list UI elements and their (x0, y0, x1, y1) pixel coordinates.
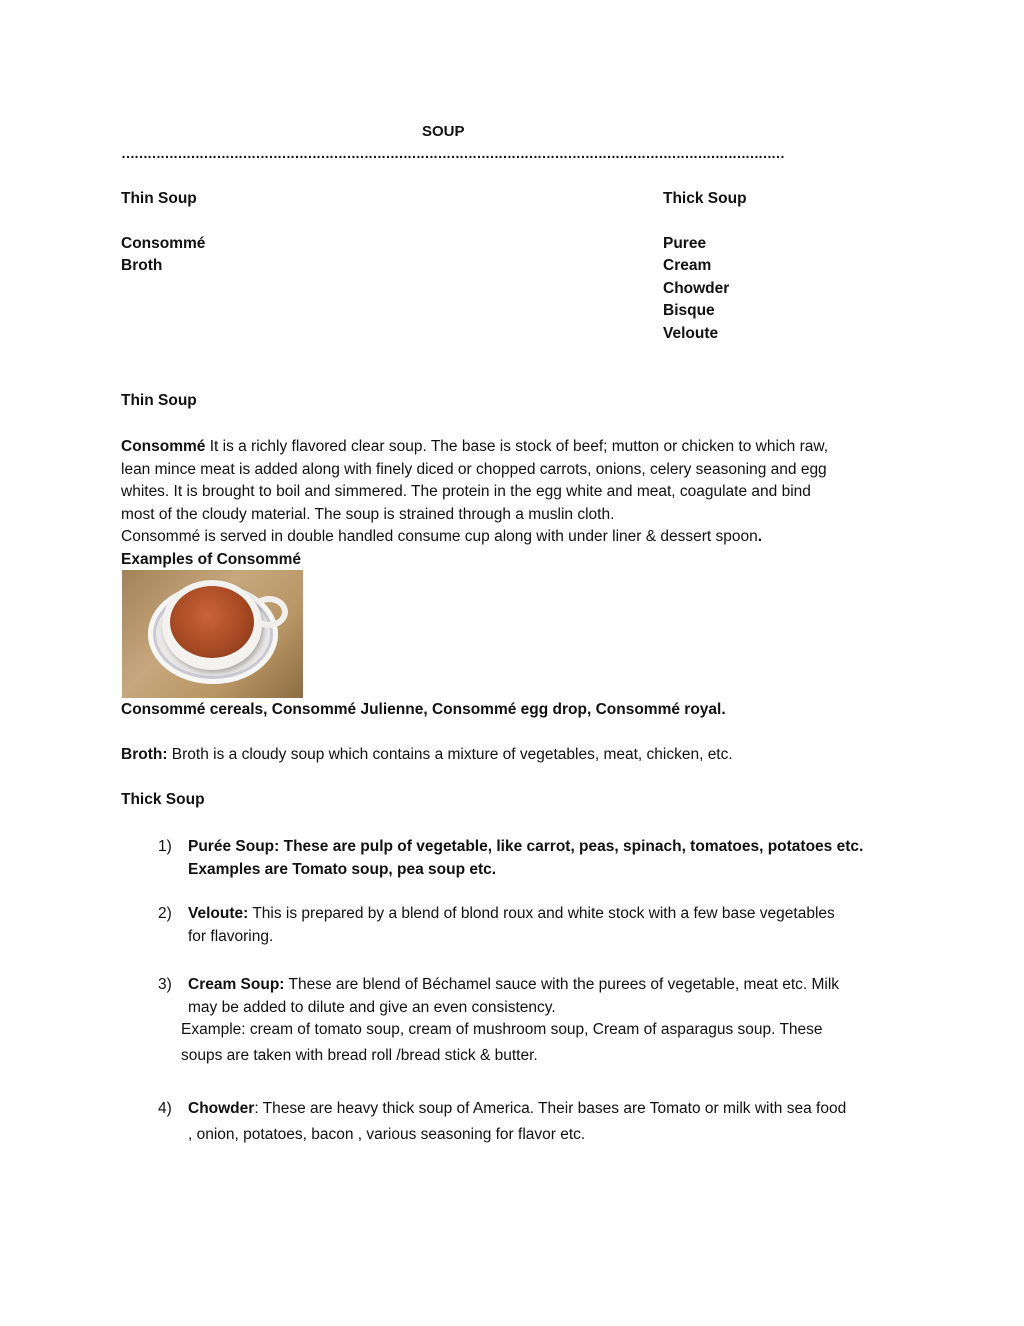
list-number: 3) (158, 976, 172, 993)
list-line: Purée Soup: These are pulp of vegetable, like carrot, peas, spinach, tomatoes, potatoes etc. (188, 838, 864, 855)
list-item-chowder (158, 1096, 918, 1148)
thick-item: Cream (663, 257, 712, 274)
list-item-puree (158, 836, 918, 881)
list-line: : These are heavy thick soup of America. Their bases are Tomato or milk with sea food (254, 1100, 847, 1117)
consomme-line: It is a richly flavored clear soup. The base is stock of beef; mutton or chicken to which raw, (205, 438, 828, 455)
list-number: 2) (158, 905, 172, 922)
consomme-term: Consommé (121, 438, 206, 455)
thick-item: Bisque (663, 302, 715, 319)
consomme-cup-photo (122, 570, 303, 698)
page-title: SOUP (422, 123, 465, 140)
consomme-paragraph (121, 436, 911, 571)
cream-example-line: Example: cream of tomato soup, cream of mushroom soup, Cream of asparagus soup. These (181, 1021, 823, 1038)
cream-example (181, 1017, 921, 1069)
consomme-line: most of the cloudy material. The soup is strained through a muslin cloth. (121, 505, 615, 523)
consomme-examples-list: Consommé cereals, Consommé Julienne, Consommé egg drop, Consommé royal. (121, 701, 726, 718)
overview-thin-heading: Thin Soup (121, 190, 197, 207)
thick-item: Veloute (663, 325, 719, 342)
list-line: These are blend of Béchamel sauce with the purees of vegetable, meat etc. Milk (284, 976, 840, 993)
list-line: This is prepared by a blend of blond roux and white stock with a few base vegetables (248, 905, 835, 922)
list-line: Examples are Tomato soup, pea soup etc. (188, 860, 497, 878)
broth-paragraph (121, 746, 733, 764)
thick-item: Chowder (663, 280, 730, 297)
divider-line: ……………………………………………………………………………………………………………………………………… (121, 145, 784, 161)
list-number: 4) (158, 1100, 172, 1117)
list-term: Chowder (188, 1100, 255, 1117)
thick-item: Puree (663, 235, 707, 252)
served-text: Consommé is served in double handled consume cup along with under liner & dessert spoon (121, 528, 758, 545)
thin-section-heading: Thin Soup (121, 392, 197, 409)
list-line: , onion, potatoes, bacon , various seasoning for flavor etc. (188, 1126, 586, 1143)
list-item-veloute (158, 903, 918, 948)
cup-handle-shape (250, 596, 288, 628)
served-end: . (757, 528, 763, 545)
thin-item: Broth (121, 257, 163, 274)
broth-text: Broth is a cloudy soup which contains a mixture of vegetables, meat, chicken, etc. (167, 746, 733, 763)
thin-item: Consommé (121, 235, 206, 252)
consomme-line: lean mince meat is added along with finely diced or chopped carrots, onions, celery seasoning and egg (121, 460, 827, 478)
overview-thick-heading: Thick Soup (663, 190, 747, 207)
broth-term: Broth: (121, 746, 168, 763)
examples-heading: Examples of Consommé (121, 550, 302, 568)
consomme-line: whites. It is brought to boil and simmered. The protein in the egg white and meat, coagulate and bind (121, 483, 811, 500)
list-number: 1) (158, 838, 172, 855)
list-line: for flavoring. (188, 927, 274, 945)
list-line: may be added to dilute and give an even consistency. (188, 998, 556, 1016)
list-item-cream (158, 974, 918, 1019)
list-term: Cream Soup: (188, 976, 285, 993)
tea-shape (170, 586, 254, 658)
cream-example-line: soups are taken with bread roll /bread stick & butter. (181, 1047, 538, 1064)
list-term: Veloute: (188, 905, 249, 922)
thick-section-heading: Thick Soup (121, 791, 205, 808)
